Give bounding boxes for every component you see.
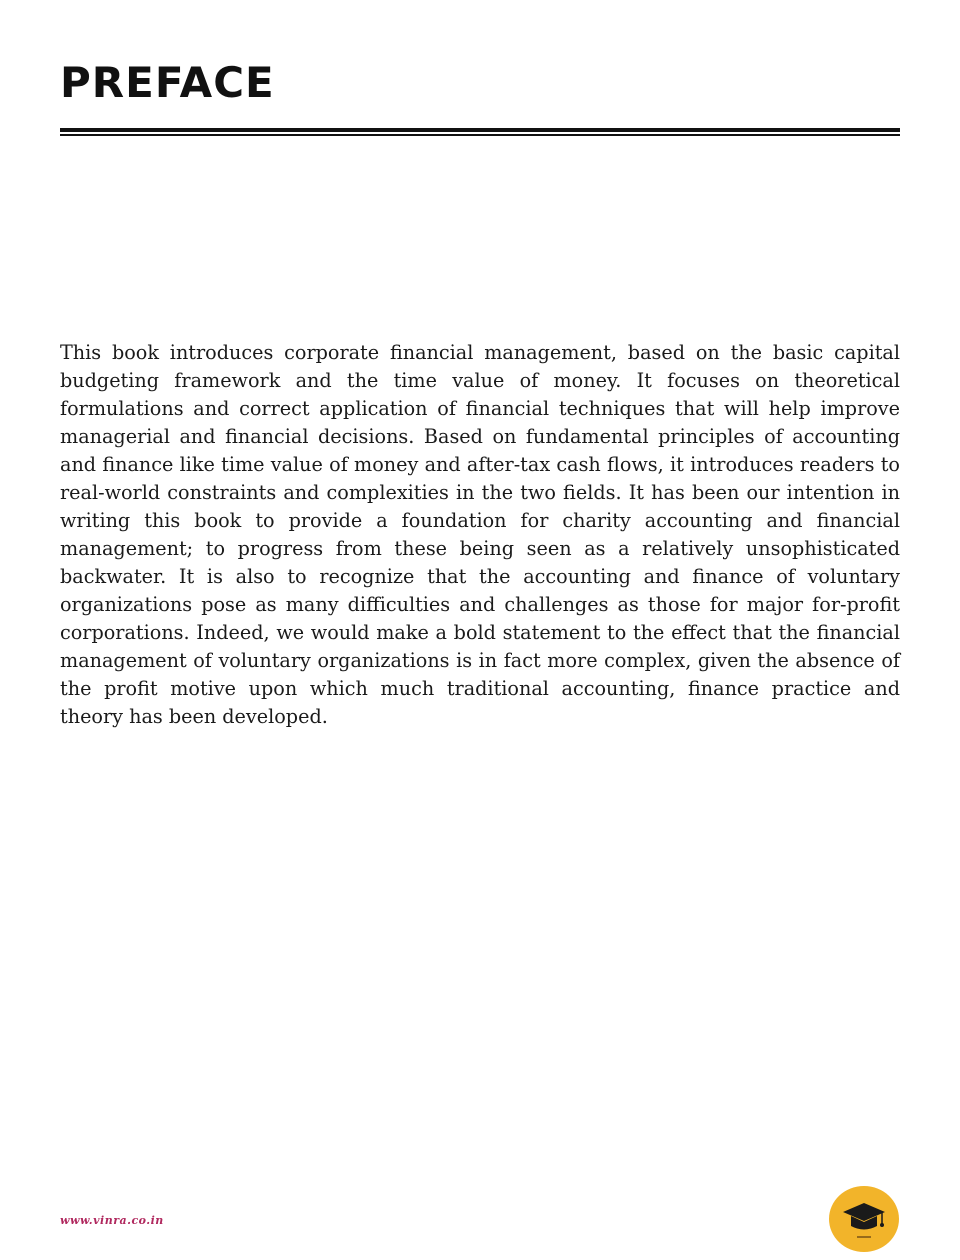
- page-title: PREFACE: [60, 58, 275, 107]
- title-rule-thin: [60, 134, 900, 136]
- preface-paragraph: This book introduces corporate financial management, based on the basic capital budgeting framework and the time value of money. It focuses on theoretical formulations and correct application of financial techniques that will help improve managerial and financial decisions. Based on fundamental principles of accounting and finance like time value of money and after-tax cash flows, it introduces readers to real-world constraints and complexities in the two fields. It has been our intention in writing this book to provide a foundation for charity accounting and financial management; to progress from these being seen as a relatively unsophisticated backwater. It is also to recognize that the accounting and finance of voluntary organizations pose as many difficulties and challenges as those for major for-profit corporations. Indeed, we would make a bold statement to the effect that the financial management of voluntary organizations is in fact more complex, given the absence of the profit motive upon which much traditional accounting, finance practice and theory has been developed.: [60, 341, 900, 728]
- footer-url: www.vinra.co.in: [60, 1214, 164, 1227]
- logo: [829, 1186, 899, 1252]
- graduation-cap-icon: [829, 1186, 899, 1252]
- title-rule-thick: [60, 128, 900, 132]
